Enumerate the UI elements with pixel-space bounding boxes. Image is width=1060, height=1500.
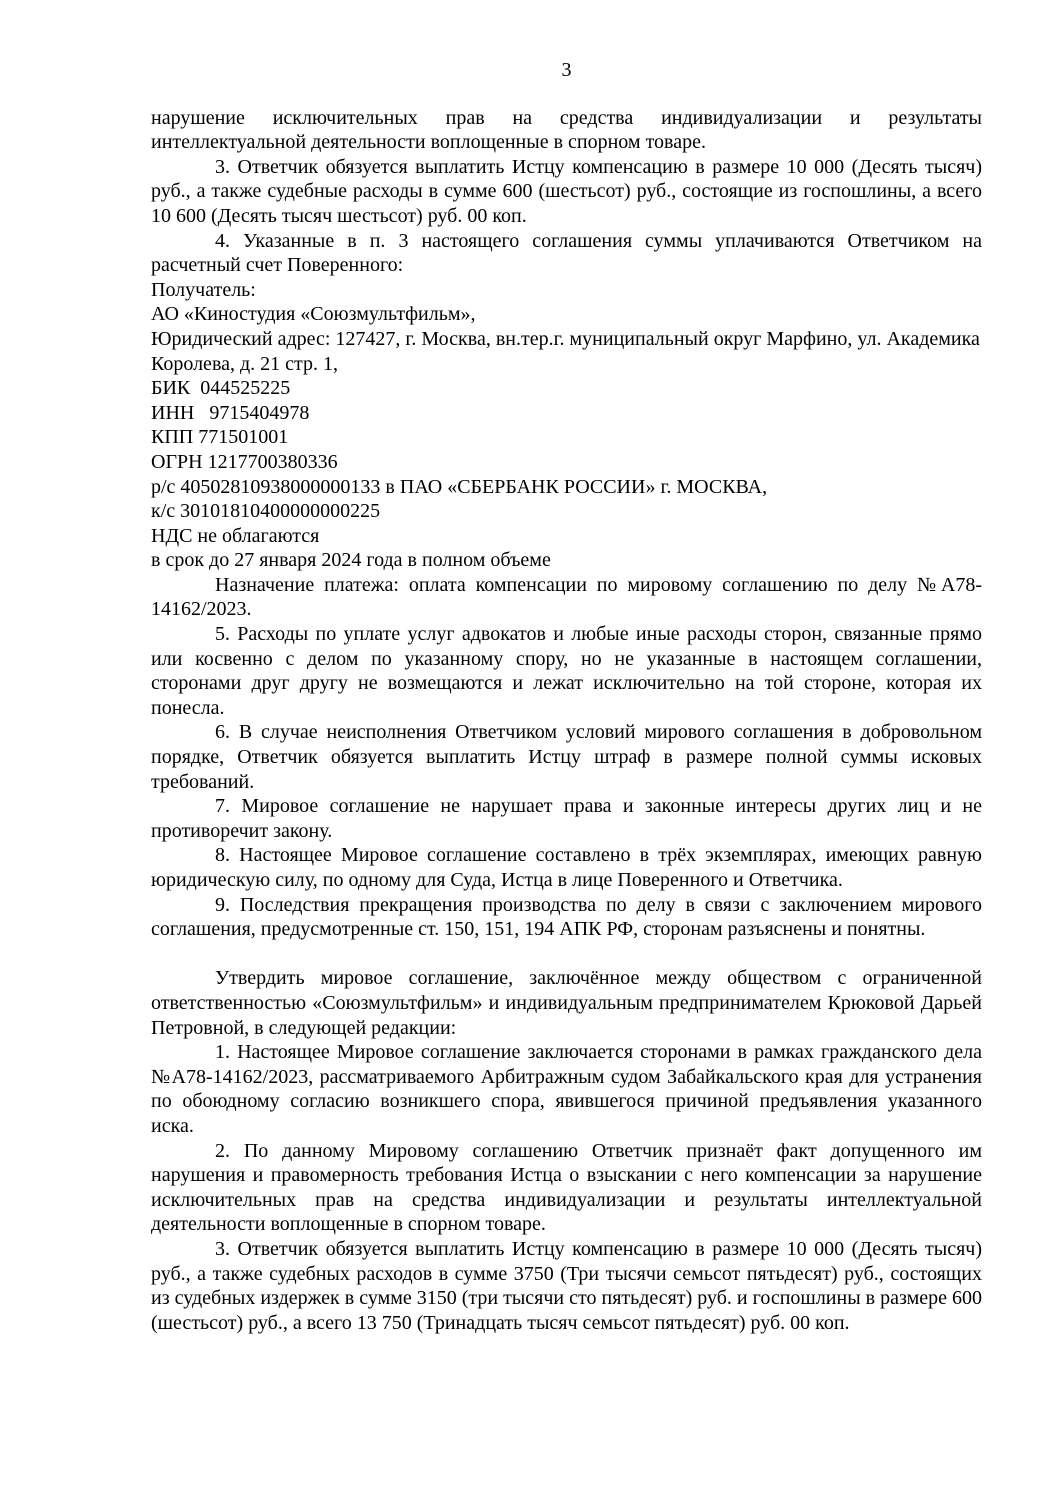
para-item-8-copies: 8. Настоящее Мировое соглашение составлено в трёх экземплярах, имеющих равную юридическую силу, по одному для Суда, Истца в лице Поверенного и Ответчика. xyxy=(151,844,982,891)
para-item-9-consequences: 9. Последствия прекращения производства по делу в связи с заключением мирового соглашения, предусмотренные ст. 150, 151, 194 АПК РФ, сторонам разъяснены и понятны. xyxy=(151,893,982,941)
blank-line xyxy=(151,942,982,967)
para-item-3-compensation-revised: 3. Ответчик обязуется выплатить Истцу компенсацию в размере 10 000 (Десять тысяч) руб., а также судебных расходов в сумме 3750 (Три тысячи семьсот пятьдесят) руб., состоящих из судебных издержек в сумме 3150 (три тысячи сто пятьдесят) руб. и госпошлины в размере 600 (шестьсот) руб., а всего 13 750 (Тринадцать тысяч семьсот пятьдесят) руб. 00 коп. xyxy=(151,1237,982,1334)
bank-payment-deadline: в срок до 27 января 2024 года в полном объеме xyxy=(151,549,551,572)
bank-ogrn: ОГРН 1217700380336 xyxy=(151,450,338,473)
bank-recipient-label: Получатель: xyxy=(151,278,256,301)
para-payment-purpose: Назначение платежа: оплата компенсации по мировому соглашению по делу №А78-14162/2023. xyxy=(151,573,982,621)
bank-vat-note: НДС не облагаются xyxy=(151,524,320,547)
para-item-3-compensation: 3. Ответчик обязуется выплатить Истцу компенсацию в размере 10 000 (Десять тысяч) руб., а также судебные расходы в сумме 600 (шестьсот) руб., состоящие из госпошлины, а всего 10 600 (Десять тысяч шестьсот) руб. 00 коп. xyxy=(151,155,982,227)
para-item-6-penalty: 6. В случае неисполнения Ответчиком условий мирового соглашения в добровольном порядке, Ответчик обязуется выплатить Истцу штраф в размере полной суммы исковых требований. xyxy=(151,721,982,793)
bank-recipient-name: АО «Киностудия «Союзмультфильм», xyxy=(151,303,476,326)
bank-kpp: КПП 771501001 xyxy=(151,426,289,449)
bank-settlement-account: р/с 40502810938000000133 в ПАО «СБЕРБАНК РОССИИ» г. МОСКВА, xyxy=(151,475,768,498)
bank-legal-address: Юридический адрес: 127427, г. Москва, вн.тер.г. муниципальный округ Марфино, ул. Академика Королева, д. 21 стр. 1, xyxy=(151,327,985,375)
para-item-1-framework: 1. Настоящее Мировое соглашение заключается сторонами в рамках гражданского дела №А78-14162/2023, рассматриваемого Арбитражным судом Забайкальского края для устранения по обоюдному согласию возникшего спора, явившегося причиной предъявления указанного иска. xyxy=(151,1041,982,1137)
bank-bik: БИК 044525225 xyxy=(151,377,291,400)
para-continuation-violation: нарушение исключительных прав на средства индивидуализации и результаты интеллектуальной деятельности воплощенные в спорном товаре. xyxy=(151,106,982,154)
page-number: 3 xyxy=(561,59,572,81)
bank-correspondent-account: к/с 30101810400000000225 xyxy=(151,500,381,523)
bank-inn: ИНН 9715404978 xyxy=(151,401,310,424)
para-item-2-acknowledgement: 2. По данному Мировому соглашению Ответчик признаёт факт допущенного им нарушения и правомерность требования Истца о взыскании с него компенсации за нарушение исключительных прав на средства индивидуализации и результаты интеллектуальной деятельности воплощенные в спорном товаре. xyxy=(151,1139,982,1236)
para-item-7-legality: 7. Мировое соглашение не нарушает права и законные интересы других лиц и не противоречит закону. xyxy=(151,795,982,842)
para-item-4-payment-account: 4. Указанные в п. 3 настоящего соглашения суммы уплачиваются Ответчиком на расчетный счет Поверенного: xyxy=(151,229,982,277)
para-item-5-expenses: 5. Расходы по уплате услуг адвокатов и любые иные расходы сторон, связанные прямо или косвенно с делом по указанному спору, но не указанные в настоящем соглашении, сторонами друг другу не возмещаются и лежат исключительно на той стороне, которая их понесла. xyxy=(151,623,982,719)
para-approve-settlement: Утвердить мировое соглашение, заключённое между обществом с ограниченной ответственностью «Союзмультфильм» и индивидуальным предпринимателем Крюковой Дарьей Петровной, в следующей редакции: xyxy=(151,967,982,1039)
